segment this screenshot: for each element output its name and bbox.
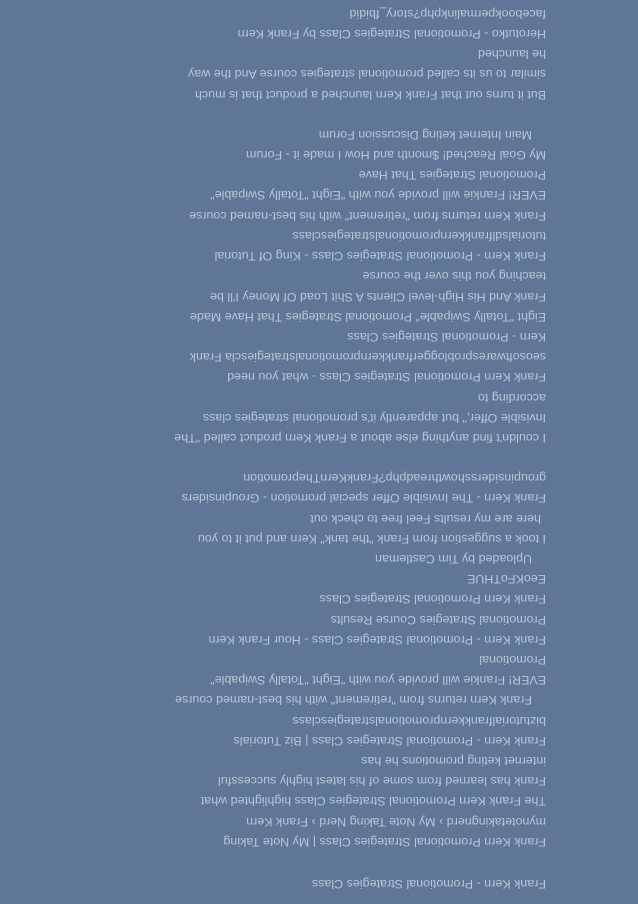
text-line: groupinsidersshowthreadphp?FrankKernThepromotion: [243, 471, 546, 486]
text-line: Frank Kern - Promotional Strategies Class - King Of Tutorial: [214, 249, 546, 264]
text-line: similar to us its called promotional strategies course And the way: [188, 67, 546, 82]
text-line: Frank has learned from some of his latest highly successful: [217, 774, 546, 789]
text-line: EVER! Frankie will provide you with "Eight "Totally Swipable": [210, 673, 546, 688]
text-line: teaching you this over the course: [362, 269, 546, 284]
text-line: Frank Kern returns from "retirement" with his best-named course: [189, 208, 546, 223]
text-line: facebookpermalinkphp?story_fbidid: [349, 6, 546, 21]
text-line: Promotional Strategies That Have: [358, 168, 546, 183]
text-line: Eight "Totally Swipable" Promotional Strategies That Have Made: [189, 309, 546, 324]
text-line: Frank Kern Promotional Strategies Class: [319, 592, 546, 607]
text-line: EeoKFoTHUE: [466, 572, 546, 587]
text-line: seosoftwaresprobloggerfrankkernpromotionalstrategiescla Frank: [189, 350, 546, 365]
text-line: Promotional Strategies Course Results: [330, 612, 546, 627]
text-line: Frank Kern - Promotional Strategies Class | Biz Tutorials: [233, 733, 546, 748]
text-line: Herotutko - Promotional Strategies Class by Frank Kern: [237, 27, 546, 42]
text-line: Kern - Promotional Strategies Class: [347, 329, 546, 344]
text-line: Uploaded by Tim Castleman: [375, 551, 532, 566]
document-title: Frank Kern - Promotional Strategies Class: [311, 877, 546, 891]
text-line: Frank Kern Promotional Strategies Class - what you need: [227, 370, 546, 385]
text-line: My Goal Reached! $month and How I made it - Forum: [246, 148, 546, 163]
text-line: Invisible Offer," but apparently it's promotional strategies class: [202, 410, 546, 425]
text-line: according to: [477, 390, 546, 405]
text-line-cutoff: [106, 0, 546, 4]
paragraph-gap: [106, 448, 546, 468]
text-line: EVER! Frankie will provide you with "Eight "Totally Swipable": [210, 188, 546, 203]
text-line: Frank Kern - The Invisible Offer special promotion - Groupinsiders: [181, 491, 546, 506]
text-line: tutorialsdlfrankkernpromotionalstrategiesclass: [292, 228, 546, 243]
text-line: Frank Kern - Promotional Strategies Class - Hour Frank Kern: [208, 632, 546, 647]
text-line: Frank Kern returns from "retirement" with his best-named course: [175, 693, 532, 708]
text-line: Frank Kern Promotional Strategies Class | My Note Taking: [223, 834, 546, 849]
text-line: I couldn't find anything else about a Frank Kern product called "The: [174, 430, 546, 445]
text-line: Frank And His High-level Clients A Shit Load Of Money I'll be: [210, 289, 546, 304]
text-line: Promotional: [479, 652, 546, 667]
text-line: here are my results Feel free to check out: [310, 511, 541, 526]
text-line: biztutorialfrankkernpromotionalstrategiesclass: [292, 713, 546, 728]
text-line: mynotetakingnerd › My Note Taking Nerd › Frank Kern: [246, 814, 546, 829]
text-line: But it turns out that Frank Kern launched a product that is much: [194, 87, 546, 102]
text-line: Main Internet keting Discussion Forum: [318, 127, 532, 142]
text-line: The Frank Kern Promotional Strategies Class highlighted what: [200, 794, 546, 809]
text-line: he launched: [477, 47, 546, 62]
paragraph-gap: [106, 105, 546, 125]
text-line: internet keting promotions he has: [361, 753, 546, 768]
text-line: I took a suggestion from Frank "the tank" Kern and put it to you: [197, 531, 546, 546]
document-body: [106, 0, 546, 894]
